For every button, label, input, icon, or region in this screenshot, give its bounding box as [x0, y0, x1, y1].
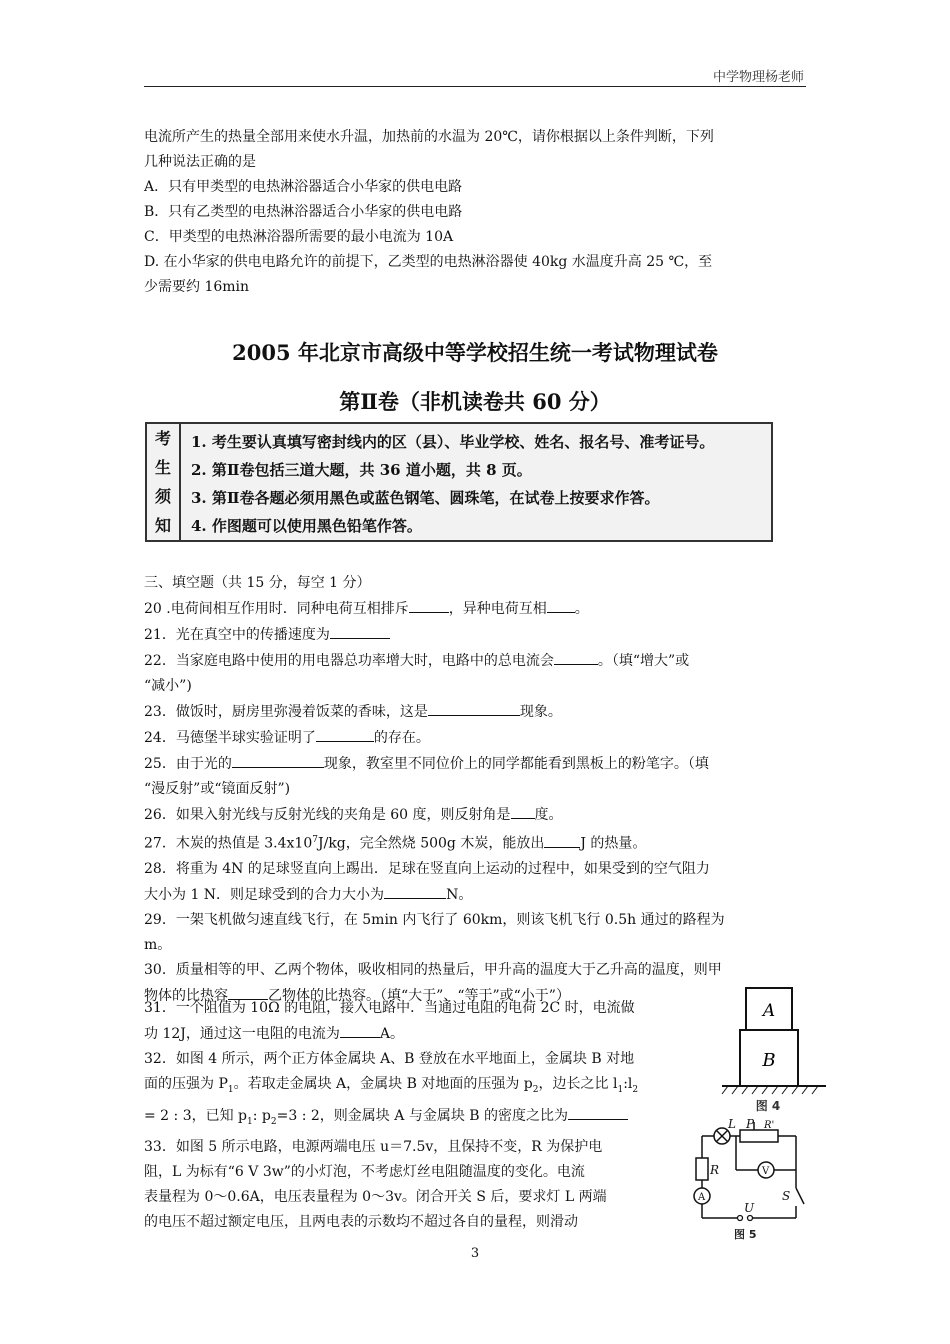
rheostat	[740, 1130, 778, 1142]
candidate-notice-box	[145, 422, 773, 542]
questions-block	[144, 571, 810, 1009]
figure-5-caption: 图 5	[734, 1228, 757, 1241]
notice-item: 2. 第Ⅱ卷包括三道大题，共 36 道小题，共 8 页。	[191, 461, 532, 479]
question-23: 23．做饭时，厨房里弥漫着饭菜的香味，这是 现象。	[144, 699, 810, 725]
page-header: 中学物理杨老师	[712, 70, 804, 85]
resistor	[696, 1158, 708, 1180]
notice-item: 4. 作图题可以使用黑色铅笔作答。	[191, 517, 422, 535]
notice-label-char: 生	[154, 458, 171, 477]
notice-label	[147, 424, 181, 540]
notice-item: 3. 第Ⅱ卷各题必须用黑色或蓝色钢笔、圆珠笔，在试卷上按要求作答。	[191, 489, 660, 507]
notice-label-char: 知	[154, 516, 171, 535]
option-a: A．只有甲类型的电热淋浴器适合小华家的供电电路	[144, 179, 463, 195]
question-32: 32．如图 4 所示，两个正方体金属块 A、B 登放在水平地面上，金属块 B 对地	[144, 1051, 635, 1067]
question-31: 31．一个阻值为 10Ω 的电阻，接入电路中．当通过电阻的电荷 2C 时，电流做	[144, 1000, 635, 1016]
question-20: 20 .电荷间相互作用时．同种电荷互相排斥 ，异种电荷互相 。	[144, 596, 810, 622]
option-b: B．只有乙类型的电热淋浴器适合小华家的供电电路	[144, 204, 463, 220]
question-31-cont: 功 12J，通过这一电阻的电流为 A。	[144, 1021, 704, 1047]
question-22-cont: “减小”)	[144, 678, 192, 694]
page-number: 3	[470, 1246, 480, 1261]
exam-subtitle: 第Ⅱ卷（非机读卷共 60 分）	[339, 389, 611, 414]
question-22: 22．当家庭电路中使用的用电器总功率增大时，电路中的总电流会 。（填“增大”或	[144, 648, 810, 674]
block-a-label: A	[762, 1001, 776, 1021]
question-33-cont3: 的电压不超过额定电压，且两电表的示数均不超过各自的量程，则滑动	[144, 1213, 578, 1230]
question-32-cont: 面的压强为 $P_1$。若取走金属块 A，金属块 B 对地面的压强为 $p_2$，边长之比 $l_1:l_2$	[144, 1076, 639, 1095]
continuation-text	[144, 125, 810, 300]
question-33-cont2: 表量程为 0～0.6A，电压表量程为 0～3v。闭合开关 S 后，要求灯 L 两端	[144, 1188, 607, 1205]
question-28: 28．将重为 4N 的足球竖直向上踢出．足球在竖直向上运动的过程中，如果受到的空气阻力	[144, 860, 710, 877]
exam-title: 2005 年北京市高级中等学校招生统一考试物理试卷	[232, 340, 718, 365]
resistor-label: R	[710, 1163, 720, 1177]
block-b-label: B	[762, 1050, 776, 1071]
lamp-label: L	[728, 1118, 736, 1131]
question-29-cont: m。	[144, 936, 172, 953]
question-24: 24．马德堡半球实验证明了 的存在。	[144, 725, 810, 751]
figure-4	[718, 986, 830, 1112]
ammeter-label: A	[698, 1192, 706, 1203]
text-line: 少需要约 16min	[144, 279, 250, 295]
question-27: 27．木炭的热值是 $3.4x10^7J/kg$，完全然烧 500g 木炭，能放出 J 的热量。	[144, 828, 810, 857]
header-rule	[144, 86, 806, 87]
figure-5	[684, 1118, 814, 1244]
question-25-cont: “漫反射”或“镜面反射”)	[144, 781, 291, 797]
switch	[796, 1188, 804, 1204]
option-c: C．甲类型的电热淋浴器所需要的最小电流为 10A	[144, 229, 454, 245]
question-30: 30．质量相等的甲、乙两个物体，吸收相同的热量后，甲升高的温度大于乙升高的温度，则甲	[144, 961, 722, 978]
question-32-cont2: = 2 : 3，已知 $p_1$: $p_2=3$ : 2，则金属块 A 与金属块 B 的密度之比为	[144, 1103, 704, 1135]
question-33-cont: 阻，L 为标有“6 V 3w”的小灯泡，不考虑灯丝电阻随温度的变化。电流	[144, 1163, 585, 1180]
option-d: D. 在小华家的供电电路允许的前提下，乙类型的电热淋浴器使 40kg 水温度升高 25 ℃，至	[144, 254, 713, 270]
question-29: 29．一架飞机做匀速直线飞行，在 5min 内飞行了 60km，则该飞机飞行 0.5h 通过的路程为	[144, 911, 725, 928]
text-line: 几种说法正确的是	[144, 154, 256, 170]
question-25: 25．由于光的 现象，教室里不同位价上的同学都能看到黑板上的粉笔字。（填	[144, 751, 810, 777]
question-33: 33．如图 5 所示电路，电源两端电压 u＝7.5v，且保持不变，R 为保护电	[144, 1138, 603, 1155]
questions-block-narrow	[144, 996, 704, 1235]
notice-item: 1. 考生要认真填写密封线内的区（县）、毕业学校、姓名、报名号、准考证号。	[191, 433, 715, 451]
question-21: 21．光在真空中的传播速度为	[144, 622, 810, 648]
section-heading: 三、填空题（共 15 分，每空 1 分）	[144, 575, 371, 591]
notice-label-char: 考	[154, 429, 171, 448]
notice-items	[191, 428, 714, 540]
voltmeter-label: V	[762, 1166, 770, 1177]
slider-label: P	[746, 1118, 755, 1131]
text-line: 电流所产生的热量全部用来使水升温，加热前的水温为 20℃，请你根据以上条件判断，下列	[144, 129, 714, 145]
question-26: 26．如果入射光线与反射光线的夹角是 60 度，则反射角是 度。	[144, 802, 810, 828]
question-30-cont: 物体的比热容 乙物体的比热容。（填“大于”、“等于”或“小于”）	[144, 983, 810, 1009]
source-label: U	[744, 1201, 755, 1215]
figure-4-caption: 图 4	[755, 1099, 781, 1112]
question-28-cont: 大小为 1 N．则足球受到的合力大小为 N。	[144, 882, 810, 908]
ground-hatch	[722, 1086, 818, 1094]
source-terminal	[738, 1216, 743, 1221]
rheostat-label: R'	[764, 1120, 775, 1131]
notice-label-char: 须	[154, 487, 171, 506]
switch-label: S	[782, 1189, 791, 1203]
source-terminal	[748, 1216, 753, 1221]
